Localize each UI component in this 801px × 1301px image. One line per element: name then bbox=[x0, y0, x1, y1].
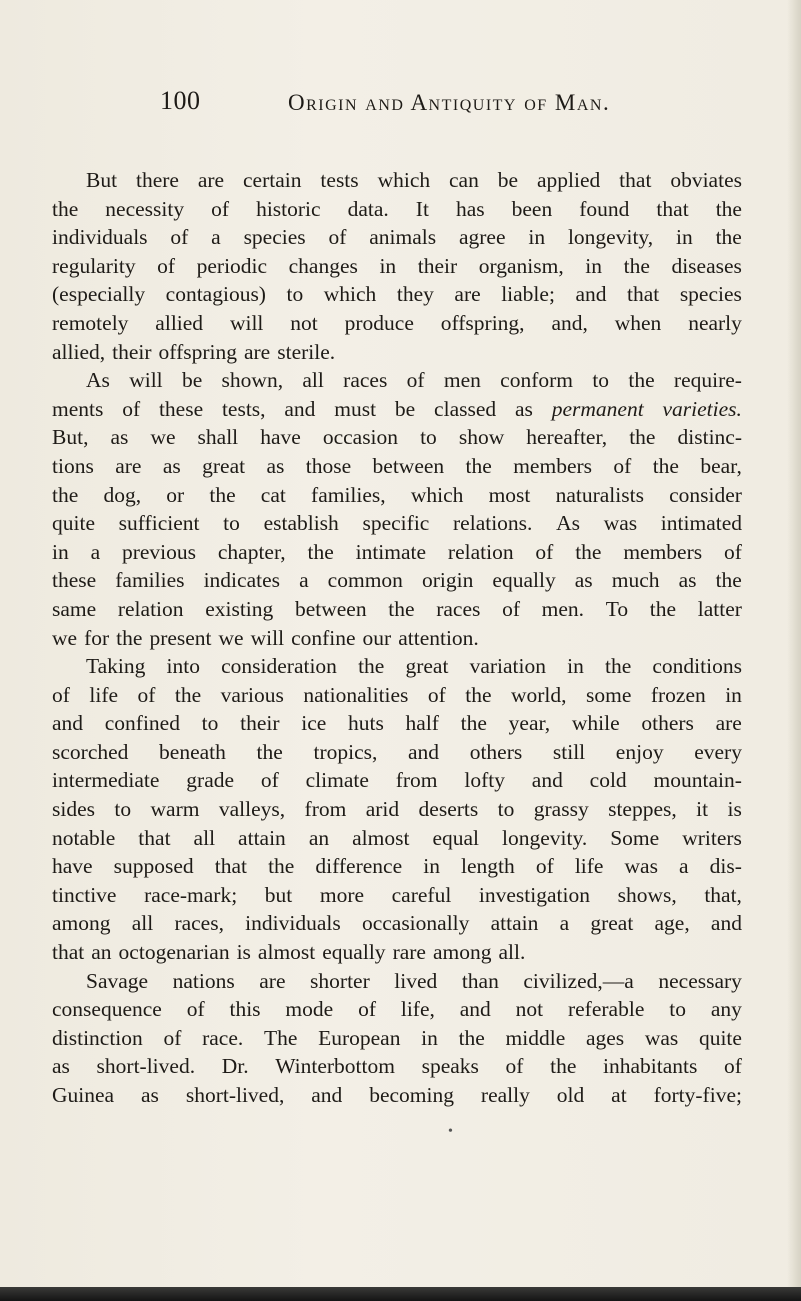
body-text bbox=[52, 166, 742, 1110]
text-line: individuals of a species of animals agree in longevity, in the bbox=[52, 225, 742, 250]
text-line: intermediate grade of climate from lofty and cold mountain- bbox=[52, 768, 742, 793]
text-line: quite sufficient to establish specific relations. As was intimated bbox=[52, 511, 742, 536]
text-line: As will be shown, all races of men conform to the require- bbox=[86, 368, 742, 393]
text-line: But, as we shall have occasion to show hereafter, the distinc- bbox=[52, 425, 742, 450]
running-head: Origin and Antiquity of Man. bbox=[288, 90, 611, 115]
text-line: these families indicates a common origin equally as much as the bbox=[52, 568, 742, 593]
text-line: tions are as great as those between the members of the bear, bbox=[52, 453, 742, 478]
page-edge-shadow bbox=[787, 0, 801, 1301]
text-line: same relation existing between the races of men. To the latter bbox=[52, 596, 742, 621]
text-line: scorched beneath the tropics, and others still enjoy every bbox=[52, 739, 742, 764]
text-line: the dog, or the cat families, which most naturalists consider bbox=[52, 482, 742, 507]
text-line: that an octogenarian is almost equally rare among all. bbox=[52, 940, 526, 965]
text-line: as short-lived. Dr. Winterbottom speaks of the inhabitants of bbox=[52, 1054, 742, 1079]
text-line: remotely allied will not produce offspring, and, when nearly bbox=[52, 310, 742, 335]
text-line: consequence of this mode of life, and not referable to any bbox=[52, 997, 742, 1022]
text-line: tinctive race-mark; but more careful investigation shows, that, bbox=[52, 882, 742, 907]
text-line: the necessity of historic data. It has been found that the bbox=[52, 196, 742, 221]
text-line: distinction of race. The European in the middle ages was quite bbox=[52, 1025, 742, 1050]
text-line: of life of the various nationalities of the world, some frozen in bbox=[52, 682, 742, 707]
scan-bottom-edge bbox=[0, 1287, 801, 1301]
text-line: sides to warm valleys, from arid deserts to grassy steppes, it is bbox=[52, 797, 742, 822]
text-line: But there are certain tests which can be applied that obviates bbox=[86, 168, 742, 192]
text-line: Savage nations are shorter lived than civilized,—a necessary bbox=[86, 968, 742, 993]
text-line: notable that all attain an almost equal longevity. Some writers bbox=[52, 825, 742, 850]
stray-print-mark: • bbox=[448, 1124, 453, 1139]
text-line: Guinea as short-lived, and becoming really old at forty-five; bbox=[52, 1083, 742, 1107]
text-line: allied, their offspring are sterile. bbox=[52, 339, 336, 364]
text-line: have supposed that the difference in length of life was a dis- bbox=[52, 854, 742, 879]
text-line: (especially contagious) to which they are liable; and that species bbox=[52, 282, 742, 307]
text-line: ments of these tests, and must be classed as permanent varieties. bbox=[52, 396, 742, 421]
text-line: among all races, individuals occasionally attain a great age, and bbox=[52, 911, 742, 936]
text-line: regularity of periodic changes in their organism, in the diseases bbox=[52, 253, 742, 278]
text-line: and confined to their ice huts half the year, while others are bbox=[52, 711, 742, 736]
page-header bbox=[0, 86, 801, 126]
text-line: in a previous chapter, the intimate relation of the members of bbox=[52, 539, 742, 564]
page-number: 100 bbox=[160, 86, 201, 115]
text-line: Taking into consideration the great variation in the conditions bbox=[86, 654, 742, 679]
text-line: we for the present we will confine our attention. bbox=[52, 625, 479, 650]
